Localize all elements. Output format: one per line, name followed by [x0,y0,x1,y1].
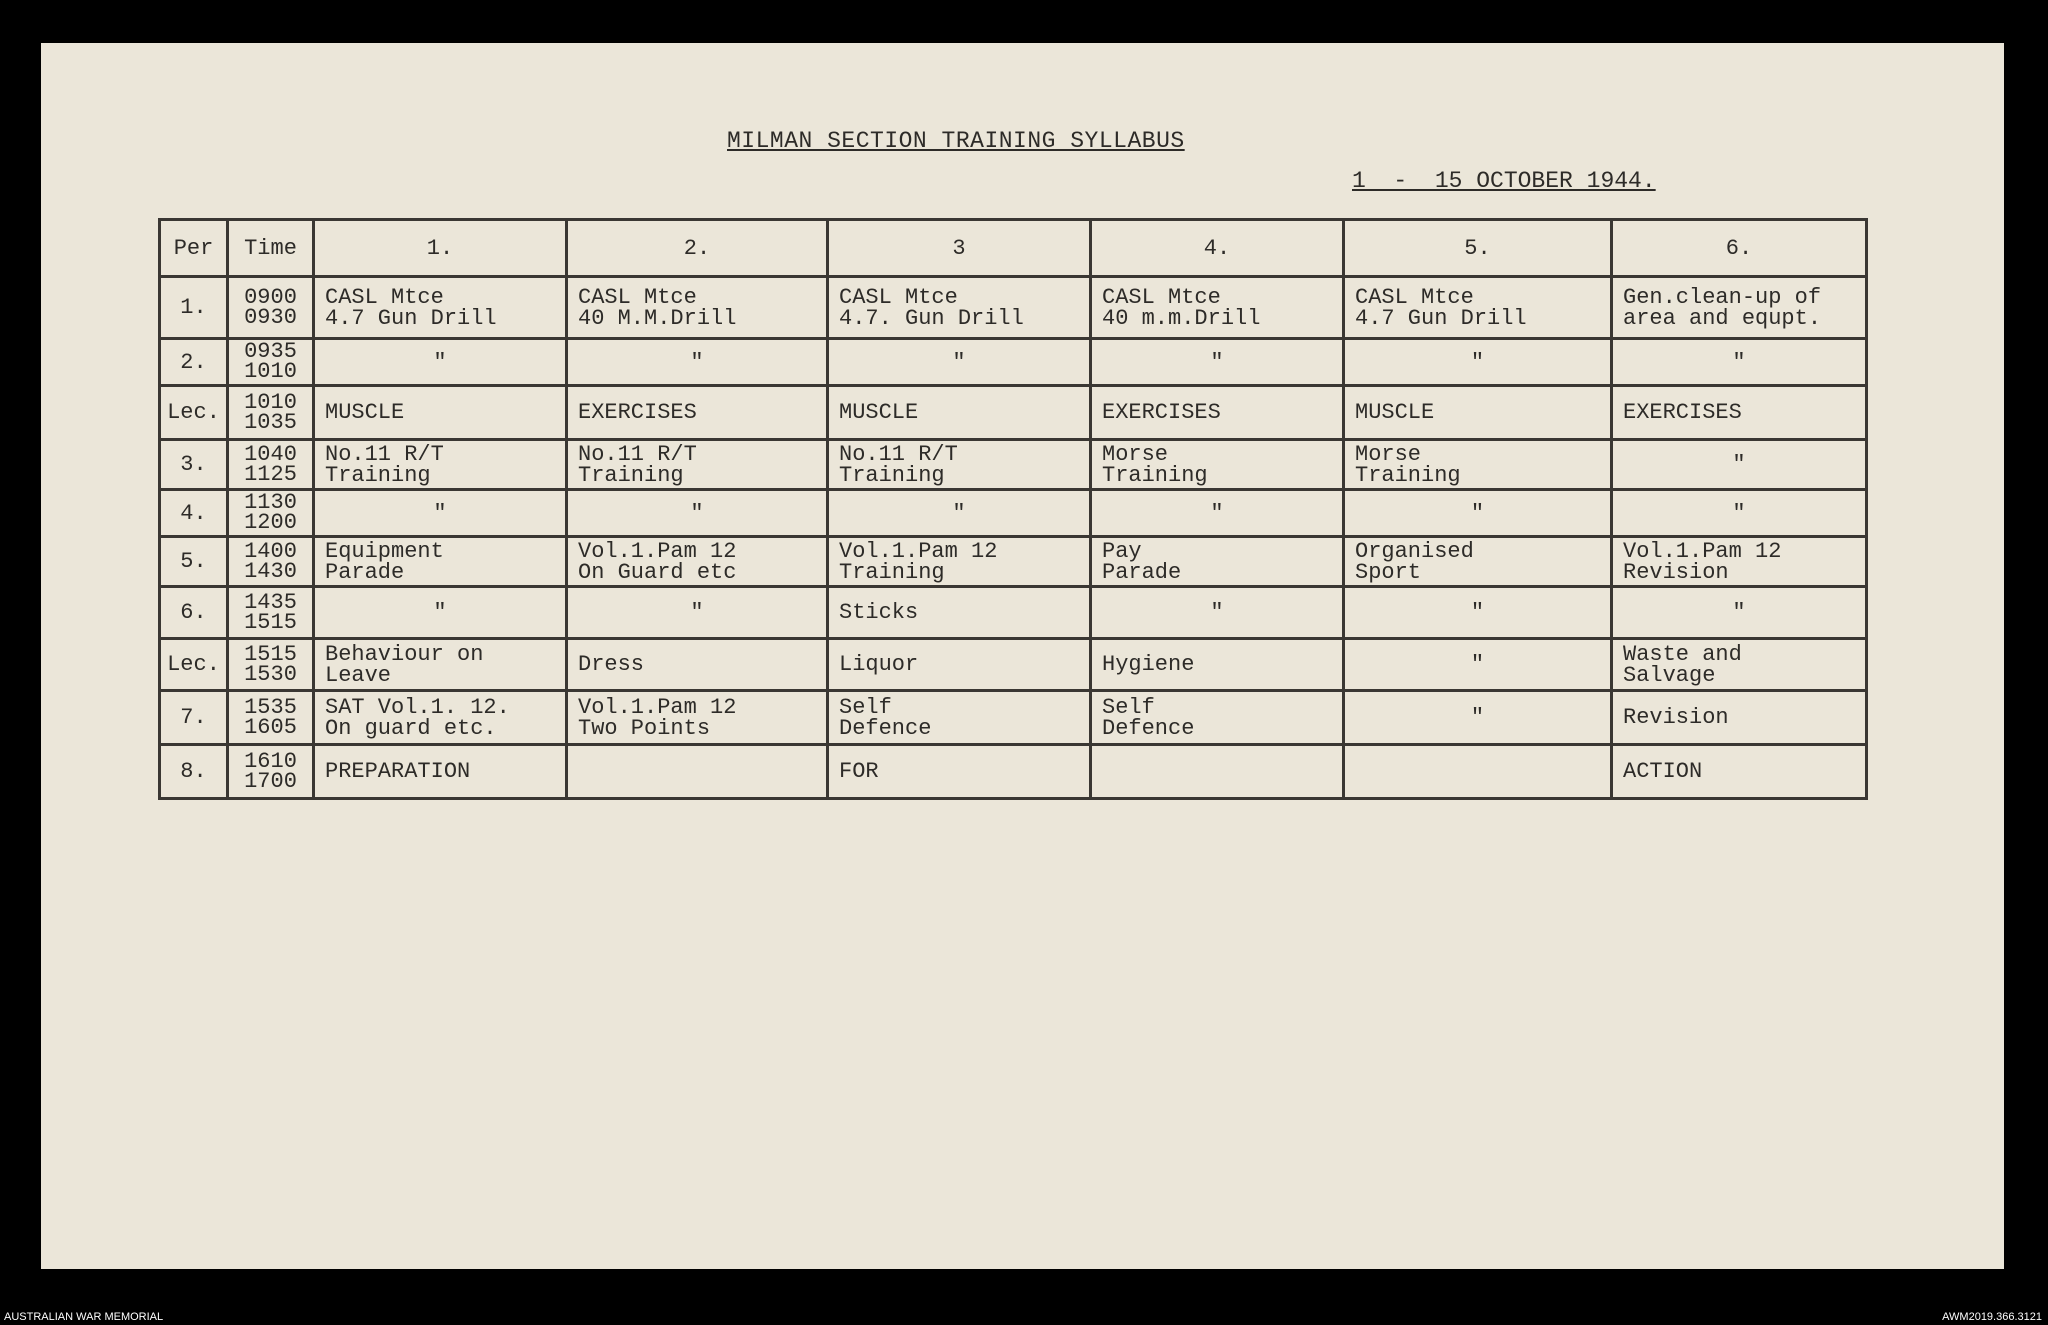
activity-cell [1344,440,1612,490]
activity-line: Morse [1355,441,1422,467]
activity-line: Training [578,462,684,488]
period-cell: 3. [160,440,228,490]
activity-line: Equipment [325,538,444,564]
activity-cell [567,440,828,490]
document-title: MILMAN SECTION TRAINING SYLLABUS [727,128,1185,154]
activity-line: EXERCISES [1102,400,1221,425]
activity-cell [314,587,567,639]
activity-line: " [433,349,447,375]
activity-cell [314,490,567,537]
activity-cell [1091,537,1344,587]
time-end: 1530 [244,661,297,687]
period-cell: Lec. [160,386,228,440]
activity-cell [567,587,828,639]
activity-cell [1612,440,1867,490]
activity-line: Vol.1.Pam 12 [578,538,737,564]
time-start: 0935 [244,339,297,364]
activity-line: ACTION [1623,759,1703,784]
activity-cell [1091,639,1344,691]
column-header-day-2: 2. [567,220,828,277]
time-end: 1700 [244,768,297,794]
time-start: 0900 [244,284,297,310]
activity-cell [828,440,1091,490]
activity-line: Training [839,559,945,585]
period-cell: 4. [160,490,228,537]
period-cell: 5. [160,537,228,587]
activity-line: " [1210,500,1224,526]
activity-line: CASL Mtce [839,284,958,310]
activity-cell [567,339,828,386]
activity-cell [1344,490,1612,537]
activity-cell [1091,745,1344,799]
time-start: 1130 [244,490,297,515]
activity-line: area and equpt. [1623,305,1822,331]
activity-cell [567,537,828,587]
activity-line: 4.7 Gun Drill [1355,305,1527,331]
table-row [160,639,1867,691]
time-end: 1035 [244,409,297,435]
time-end: 1125 [244,461,297,487]
time-cell [228,440,314,490]
activity-cell [1612,277,1867,339]
time-cell [228,537,314,587]
time-cell [228,490,314,537]
activity-cell [314,277,567,339]
activity-line: Training [839,462,945,488]
activity-cell [567,277,828,339]
time-end: 1430 [244,558,297,584]
activity-line: 40 M.M.Drill [578,305,737,331]
activity-line: Pay [1102,538,1142,564]
syllabus-body [160,277,1867,799]
time-start: 1610 [244,748,297,774]
activity-cell [1091,587,1344,639]
activity-cell [1344,277,1612,339]
activity-line: Defence [1102,715,1195,741]
activity-cell [314,691,567,745]
time-start: 1515 [244,641,297,667]
activity-line: FOR [839,759,879,784]
period-cell: Lec. [160,639,228,691]
activity-cell [1091,490,1344,537]
period-cell: 8. [160,745,228,799]
activity-line: Liquor [839,652,919,677]
syllabus-table [158,218,1868,800]
activity-line: " [690,600,704,625]
activity-line: Hygiene [1102,652,1195,677]
table-row [160,691,1867,745]
activity-cell [828,691,1091,745]
column-header-day-1: 1. [314,220,567,277]
activity-line: CASL Mtce [325,284,444,310]
activity-cell [1612,386,1867,440]
activity-line: CASL Mtce [1355,284,1474,310]
activity-line: 4.7 Gun Drill [325,305,497,331]
activity-cell [1612,587,1867,639]
activity-line: " [1732,500,1746,526]
activity-line: Parade [325,559,405,585]
time-end: 0930 [244,304,297,330]
activity-line: MUSCLE [325,400,405,425]
period-cell: 2. [160,339,228,386]
activity-cell [828,639,1091,691]
time-cell [228,745,314,799]
activity-line: Parade [1102,559,1182,585]
time-start: 1040 [244,441,297,467]
activity-line: MUSCLE [839,400,919,425]
activity-cell [314,537,567,587]
activity-cell [828,587,1091,639]
activity-cell [828,745,1091,799]
table-row [160,386,1867,440]
activity-cell [1344,639,1612,691]
activity-cell [1344,386,1612,440]
activity-line: Waste and [1623,641,1742,667]
column-header-day-4: 4. [1091,220,1344,277]
activity-line: MUSCLE [1355,400,1435,425]
activity-cell [1612,691,1867,745]
time-start: 1435 [244,589,297,615]
activity-cell [1091,386,1344,440]
activity-cell [828,277,1091,339]
activity-cell [1612,490,1867,537]
time-end: 1605 [244,714,297,740]
footer-credit: AUSTRALIAN WAR MEMORIAL [4,1311,164,1323]
activity-line: Behaviour on [325,641,484,667]
period-cell: 7. [160,691,228,745]
time-end: 1515 [244,609,297,635]
activity-line: CASL Mtce [578,284,697,310]
activity-line: Self [839,694,892,720]
activity-line: " [433,600,447,625]
activity-line: 4.7. Gun Drill [839,305,1024,331]
table-row [160,277,1867,339]
activity-line: " [1732,452,1746,477]
table-row [160,339,1867,386]
table-row [160,537,1867,587]
column-header-time: Time [228,220,314,277]
activity-line: EXERCISES [1623,400,1742,425]
time-cell [228,277,314,339]
activity-cell [1612,339,1867,386]
activity-cell [314,339,567,386]
activity-line: " [952,349,966,375]
column-header-per: Per [160,220,228,277]
activity-cell [314,745,567,799]
column-header-day-5: 5. [1344,220,1612,277]
activity-line: Self [1102,694,1155,720]
activity-line: Vol.1.Pam 12 [578,694,737,720]
document-date: 1 - 15 OCTOBER 1944. [1352,168,1656,194]
table-row [160,587,1867,639]
activity-line: PREPARATION [325,759,471,784]
activity-cell [1344,537,1612,587]
table-row [160,745,1867,799]
activity-line: Salvage [1623,662,1716,688]
activity-cell [1344,691,1612,745]
activity-cell [314,386,567,440]
activity-cell [314,440,567,490]
activity-line: Leave [325,662,392,688]
activity-cell [567,490,828,537]
activity-line: Sport [1355,559,1422,585]
activity-line: Vol.1.Pam 12 [1623,538,1782,564]
time-start: 1535 [244,694,297,720]
activity-cell [828,537,1091,587]
time-cell [228,587,314,639]
activity-cell [1344,339,1612,386]
activity-cell [567,386,828,440]
column-header-day-3: 3 [828,220,1091,277]
activity-line: Morse [1102,441,1169,467]
activity-line: SAT Vol.1. 12. [325,694,510,720]
activity-cell [1091,277,1344,339]
activity-line: 40 m.m.Drill [1102,305,1261,331]
period-cell: 1. [160,277,228,339]
activity-line: Revision [1623,559,1729,585]
activity-cell [828,490,1091,537]
activity-line: Revision [1623,705,1729,730]
table-row [160,440,1867,490]
activity-line: CASL Mtce [1102,284,1221,310]
activity-cell [1612,537,1867,587]
activity-cell [1091,691,1344,745]
activity-line: Defence [839,715,932,741]
time-cell [228,691,314,745]
activity-line: No.11 R/T [325,441,444,467]
activity-line: No.11 R/T [839,441,958,467]
activity-line: Sticks [839,600,919,625]
activity-line: " [1470,705,1485,730]
activity-line: Training [325,462,431,488]
activity-line: " [1470,652,1485,677]
activity-line: Gen.clean-up of [1623,284,1822,310]
activity-line: " [1210,600,1224,625]
period-cell: 6. [160,587,228,639]
activity-line: " [1470,500,1485,526]
time-end: 1200 [244,510,297,535]
activity-line: On guard etc. [325,715,497,741]
activity-line: Dress [578,652,645,677]
activity-line: Training [1355,462,1461,488]
activity-line: EXERCISES [578,400,697,425]
activity-line: No.11 R/T [578,441,697,467]
activity-cell [1344,587,1612,639]
activity-line: Organised [1355,538,1474,564]
time-end: 1010 [244,359,297,384]
activity-cell [1091,440,1344,490]
activity-line: On Guard etc [578,559,737,585]
time-cell [228,386,314,440]
table-row [160,490,1867,537]
activity-line: Two Points [578,715,711,741]
time-start: 1010 [244,389,297,415]
activity-cell [1344,745,1612,799]
activity-cell [314,639,567,691]
activity-cell [567,691,828,745]
activity-line: " [690,500,704,526]
activity-line: Training [1102,462,1208,488]
activity-line: " [433,500,447,526]
activity-cell [567,745,828,799]
activity-line: Vol.1.Pam 12 [839,538,998,564]
activity-line: " [690,349,704,375]
activity-cell [1091,339,1344,386]
activity-cell [567,639,828,691]
time-start: 1400 [244,538,297,564]
activity-line: " [952,500,966,526]
activity-line: " [1470,600,1485,625]
activity-line: " [1210,349,1224,375]
activity-line: " [1470,349,1485,375]
activity-cell [828,386,1091,440]
time-cell [228,339,314,386]
footer-reference: AWM2019.366.3121 [1942,1311,2042,1323]
activity-cell [1612,639,1867,691]
header-row [160,220,1867,277]
activity-line: " [1732,600,1746,625]
activity-cell [828,339,1091,386]
activity-cell [1612,745,1867,799]
column-header-day-6: 6. [1612,220,1867,277]
time-cell [228,639,314,691]
activity-line: " [1732,349,1746,375]
